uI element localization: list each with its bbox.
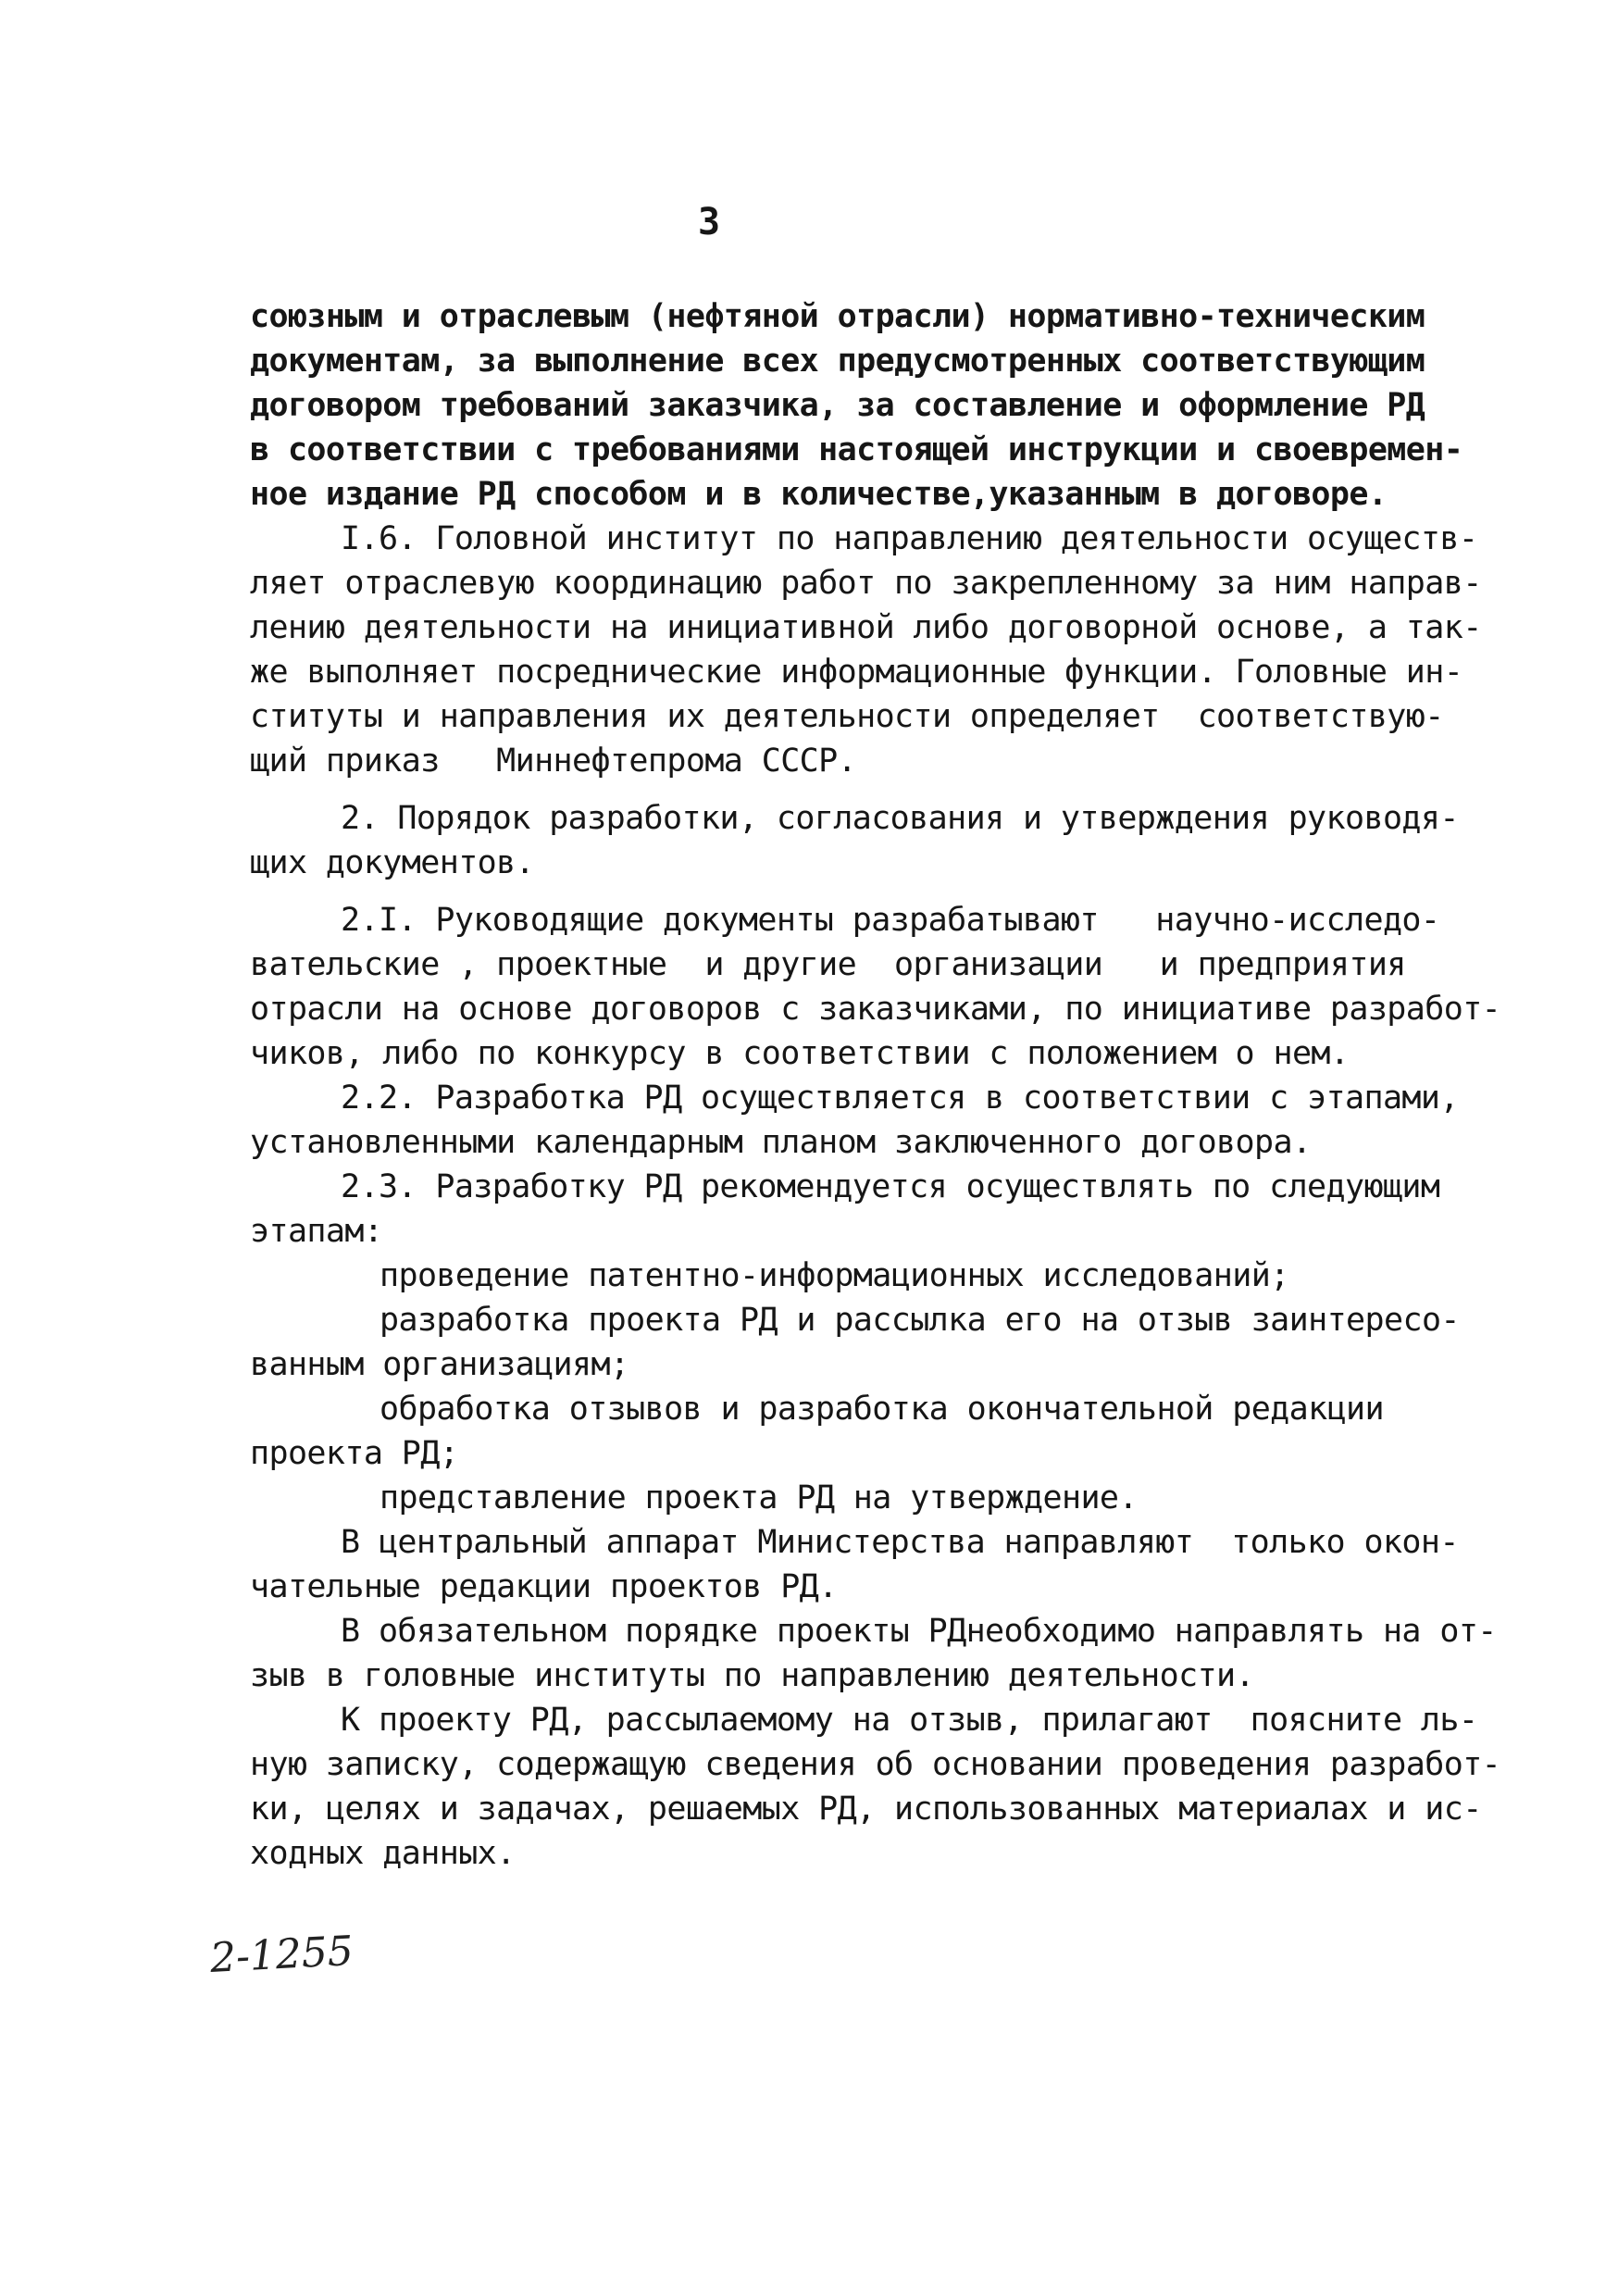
section-heading: щих документов.	[250, 844, 535, 881]
text-line: щий приказ Миннефтепрома СССР.	[250, 742, 857, 780]
text-line: зыв в головные институты по направлению деятельности.	[250, 1657, 1255, 1694]
section-heading: 2. Порядок разработки, согласования и утверждения руководя-	[341, 800, 1459, 837]
text-line: ляет отраслевую координацию работ по закрепленному за ним направ-	[250, 565, 1482, 602]
text-line: документам, за выполнение всех предусмотренных соответствующим	[250, 343, 1425, 380]
text-line: же выполняет посреднические информационные функции. Головные ин-	[250, 654, 1463, 691]
text-line: лению деятельности на инициативной либо договорной основе, а так-	[250, 609, 1482, 646]
list-item: проведение патентно-информационных исследований;	[380, 1257, 1289, 1294]
text-line: ки, целях и задачах, решаемых РД, использованных материалах и ис-	[250, 1791, 1482, 1828]
list-item: представление проекта РД на утверждение.	[380, 1479, 1138, 1516]
text-line: ванным организациям;	[250, 1346, 629, 1383]
list-item: обработка отзывов и разработка окончательной редакции	[380, 1391, 1385, 1428]
text-line: в соответствии с требованиями настоящей инструкции и своевремен-	[250, 431, 1463, 468]
text-line: 2.2. Разработка РД осуществляется в соответствии с этапами,	[341, 1079, 1459, 1117]
text-line: ную записку, содержащую сведения об основании проведения разработ-	[250, 1746, 1501, 1783]
text-line: чательные редакции проектов РД.	[250, 1568, 838, 1605]
text-line: проекта РД;	[250, 1435, 459, 1472]
text-line: ституты и направления их деятельности определяет соответствую-	[250, 698, 1444, 735]
text-line: I.6. Головной институт по направлению деятельности осуществ-	[341, 520, 1478, 557]
text-line: чиков, либо по конкурсу в соответствии с положением о нем.	[250, 1035, 1350, 1072]
text-line: 2.3. Разработку РД рекомендуется осуществлять по следующим	[341, 1168, 1440, 1205]
page-number: 3	[698, 201, 721, 243]
text-line: вательские , проектные и другие организации и предприятия	[250, 946, 1406, 983]
text-line: ное издание РД способом и в количестве,указанным в договоре.	[250, 476, 1388, 513]
list-item: разработка проекта РД и рассылка его на отзыв заинтересо-	[380, 1302, 1460, 1339]
text-line: В обязательном порядке проекты РДнеобходимо направлять на от-	[341, 1613, 1497, 1650]
text-line: установленными календарным планом заключенного договора.	[250, 1124, 1312, 1161]
text-line: договором требований заказчика, за составление и оформление РД	[250, 387, 1425, 424]
text-line: ходных данных.	[250, 1835, 516, 1872]
text-line: 2.I. Руководящие документы разрабатывают научно-исследо-	[341, 902, 1440, 939]
text-line: этапам:	[250, 1213, 383, 1250]
text-line: В центральный аппарат Министерства направляют только окон-	[341, 1524, 1459, 1561]
text-line: отрасли на основе договоров с заказчиками, по инициативе разработ-	[250, 991, 1501, 1028]
text-line: союзным и отраслевым (нефтяной отрасли) нормативно-техническим	[250, 298, 1425, 335]
text-line: К проекту РД, рассылаемому на отзыв, прилагают поясните ль-	[341, 1702, 1478, 1739]
handwritten-note: 2-1255	[208, 1927, 355, 1982]
